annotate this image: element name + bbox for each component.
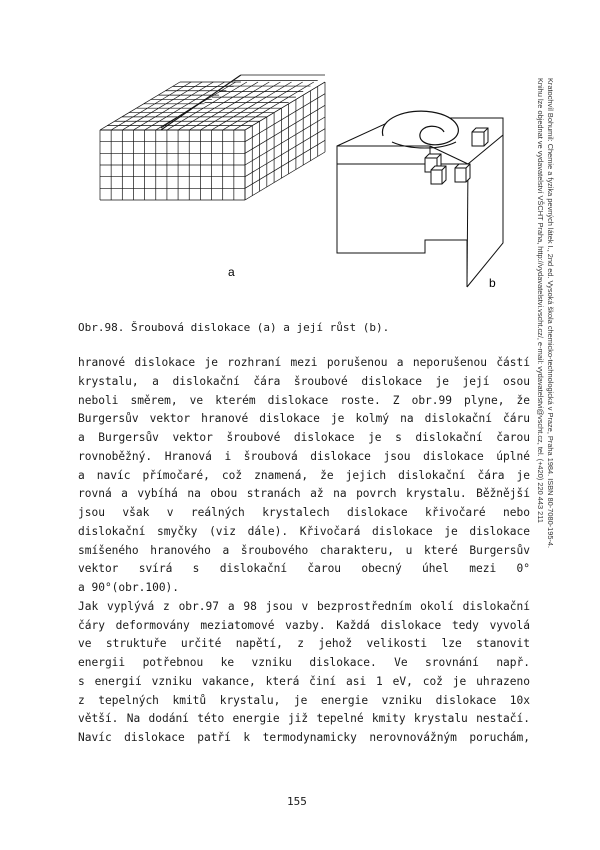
text-line: krystalu, a dislokační čára šroubové dislokace je její osou <box>78 374 530 388</box>
text-line: jsou však v reálných krystalech dislokace křivočaré nebo <box>78 506 530 519</box>
text-line: neboli směrem, ve kterém dislokace roste. Z obr.99 plyne, že <box>78 393 530 407</box>
figure-b-growth-block <box>337 111 503 287</box>
text-line: hranové dislokace je rozhraní mezi porušenou a neporušenou částí <box>78 356 530 369</box>
text-line: rovnoběžný. Hranová i šroubová dislokace jsou dislokace úplné <box>78 449 530 463</box>
text-line: z tepelných kmitů krystalu, je energie vzniku dislokace 10x <box>78 693 530 707</box>
text-line: rovná a vybíhá na obou stranách až na povrch krystalu. Běžnější <box>78 487 530 501</box>
sidenote-citation: Kratochvíl Bohumil: Chemie a fyzika pevných látek I., 2nd ed. Vysoká škola chemicko-technologická v Praze, Praha 1984. ISBN 80-7080-195-4. <box>546 78 555 549</box>
text-line: a navíc přímočaré, což znamená, že jejich dislokační čára je <box>78 468 530 482</box>
publisher-sidenote <box>535 78 555 578</box>
text-line: ve struktuře určité napětí, z jehož velikosti lze stanovit <box>78 637 530 651</box>
page-number: 155 <box>287 795 307 808</box>
figure-b-label: b <box>489 276 496 290</box>
figure-a-lattice-block <box>100 75 325 200</box>
figure-caption: Obr.98. Šroubová dislokace (a) a její růst (b). <box>78 321 390 334</box>
text-line: Burgersův vektor hranové dislokace je kolmý na dislokační čáru <box>78 412 530 426</box>
figure-a-label: a <box>228 265 235 279</box>
figure-screw-dislocation <box>0 0 600 310</box>
text-line: s energií vzniku vakance, která činí asi 1 eV, což je uhrazeno <box>78 674 530 688</box>
sidenote-order-info: Knihu lze objednat ve vydavatelství VŠCHT Praha, http://vydavatelstvi.vscht.cz/, e-mail: vydavatelstvi@vscht.cz, tel. (+420) 220 443 211 <box>536 78 545 523</box>
text-line: čáry deformovány meziatomové vazby. Každá dislokace tedy vyvolá <box>78 618 530 632</box>
text-line: a Burgersův vektor šroubové dislokace je s dislokační čarou <box>78 431 530 444</box>
text-line: a 90°(obr.100). <box>78 581 180 594</box>
text-line: dislokační smyčky (viz dále). Křivočará dislokace je dislokace <box>78 524 530 538</box>
text-line: vektor svírá s dislokační čarou obecný úhel mezi 0° <box>78 562 530 576</box>
text-line: Navíc dislokace patří k termodynamicky nerovnovážným poruchám, <box>78 731 530 744</box>
text-line: Jak vyplývá z obr.97 a 98 jsou v bezprostředním okolí dislokační <box>78 599 530 613</box>
text-line: energii potřebnou ke vzniku dislokace. Ve srovnání např. <box>78 656 530 669</box>
text-line: větší. Na dodání této energie již tepelné kmity krystalu nestačí. <box>78 712 530 726</box>
text-line: smíšeného hranového a šroubového charakteru, u které Burgersův <box>78 543 530 557</box>
body-text <box>78 354 530 748</box>
